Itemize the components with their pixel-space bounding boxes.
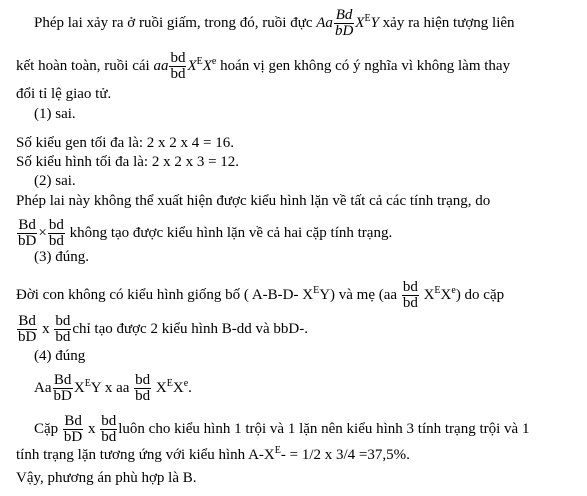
fraction-denominator: bd	[55, 329, 71, 345]
allele-superscript: E	[84, 377, 91, 389]
intro-text: kết hoàn toàn, ruồi cái	[16, 57, 150, 74]
fraction-numerator: Bd	[335, 7, 353, 23]
fraction-numerator: Bd	[64, 413, 82, 429]
male-genotype-fraction	[334, 8, 354, 39]
allele-superscript: E	[313, 284, 320, 296]
chromosome-x: X	[423, 286, 435, 303]
statement-2-text: không tạo được kiểu hình lặn về cả hai cặp tính trạng.	[69, 224, 393, 241]
statement-3-heading: (3) đúng.	[34, 249, 89, 265]
fraction-denominator: bd	[101, 429, 117, 445]
statement-3-text: chỉ tạo được 2 kiểu hình B-dd và bbD-.	[72, 320, 308, 337]
statement-1-genotypes: Số kiểu gen tối đa là: 2 x 2 x 4 = 16.	[16, 135, 235, 151]
statement-3-line-1	[16, 280, 581, 311]
statement-3-text: Y) và mẹ (aa	[319, 286, 398, 303]
times-sign: x	[88, 420, 96, 437]
genotype-prefix: aa	[153, 57, 169, 74]
statement-3-line-2	[16, 314, 581, 345]
intro-text: Phép lai xảy ra ở ruồi giấm, trong đó, ruồi đực	[34, 14, 313, 31]
statement-2-line-1: Phép lai này không thể xuất hiện được kiểu hình lặn về tất cả các tính trạng, do	[16, 193, 491, 209]
times-sign: ×	[38, 224, 47, 241]
statement-2-heading: (2) sai.	[34, 173, 76, 189]
father-genotype-fraction	[53, 373, 73, 404]
period: .	[188, 379, 192, 396]
chromosome-x: X	[202, 57, 212, 74]
fraction-denominator: bD	[63, 429, 83, 445]
cross-fraction-1	[17, 218, 37, 249]
intro-text-end: xảy ra hiện tượng liên	[382, 14, 515, 31]
cross-fraction-1	[63, 414, 83, 445]
fraction-denominator: bD	[334, 23, 354, 39]
allele-superscript: e	[451, 284, 456, 296]
statement-3-text: ) do cặp	[455, 286, 505, 303]
female-genotype-fraction	[169, 51, 186, 82]
statement-4-text: - = 1/2 x 3/4 =37,5%.	[280, 447, 410, 463]
fraction-numerator: Bd	[18, 313, 36, 329]
mother-genotype-fraction	[402, 280, 419, 311]
statement-1-heading: (1) sai.	[34, 106, 76, 122]
fraction-denominator: bD	[53, 388, 72, 404]
intro-line-1	[34, 8, 581, 39]
fraction-numerator: Bd	[18, 217, 36, 233]
genotype-prefix: Aa	[34, 379, 52, 396]
conclusion: Vậy, phương án phù hợp là B.	[16, 470, 197, 486]
fraction-numerator: bd	[55, 313, 71, 329]
fraction-numerator: bd	[101, 413, 117, 429]
intro-line-3: đổi tỉ lệ giao tử.	[16, 86, 112, 102]
allele-superscript: E	[434, 284, 441, 296]
cross-fraction-2	[54, 314, 71, 345]
statement-4-pair	[34, 414, 581, 445]
fraction-numerator: bd	[48, 217, 64, 233]
fraction-numerator: bd	[402, 279, 418, 295]
statement-4-result	[16, 446, 581, 464]
times-sign: x	[42, 320, 50, 337]
fraction-numerator: bd	[135, 372, 151, 388]
fraction-numerator: Bd	[53, 372, 72, 388]
fraction-numerator: bd	[170, 50, 186, 66]
allele-superscript: E	[166, 377, 173, 389]
allele-superscript: E	[196, 55, 203, 67]
pair-label: Cặp	[34, 420, 59, 437]
chromosome-x: X	[172, 379, 184, 396]
mother-genotype-fraction	[134, 373, 151, 404]
cross-text: Y x aa	[90, 379, 130, 396]
allele-superscript: E	[364, 12, 371, 24]
statement-4-text: tính trạng lặn tương ứng với kiểu hình A-X	[16, 447, 275, 463]
chromosome-x: X	[440, 286, 452, 303]
statement-1-phenotypes: Số kiểu hình tối đa là: 2 x 2 x 3 = 12.	[16, 154, 240, 170]
fraction-denominator: bd	[48, 233, 64, 249]
fraction-denominator: bD	[18, 329, 37, 345]
statement-4-cross	[34, 373, 581, 404]
cross-fraction-2	[48, 218, 65, 249]
allele-superscript: E	[274, 445, 281, 456]
chromosome-x: X	[155, 379, 167, 396]
chromosome-x: X	[355, 14, 365, 31]
statement-3-text: Đời con không có kiểu hình giống bố ( A-B-D- X	[16, 286, 314, 303]
fraction-denominator: bD	[18, 233, 37, 249]
genotype-prefix: Aa	[316, 14, 333, 31]
fraction-denominator: bd	[170, 66, 186, 82]
statement-2-line-2	[16, 218, 581, 249]
allele-superscript: e	[211, 55, 217, 67]
chromosome-y: Y	[370, 14, 379, 31]
intro-line-2	[16, 51, 581, 82]
chromosome-x: X	[187, 57, 197, 74]
cross-fraction-1	[17, 314, 37, 345]
cross-fraction-2	[100, 414, 117, 445]
statement-4-text: luôn cho kiểu hình 1 trội và 1 lặn nên kiểu hình 3 tính trạng trội và 1	[118, 420, 530, 437]
chromosome-x: X	[73, 379, 85, 396]
intro-text-end: hoán vị gen không có ý nghĩa vì không làm thay	[220, 57, 511, 74]
fraction-denominator: bd	[135, 388, 151, 404]
statement-4-heading: (4) đúng	[34, 348, 86, 364]
allele-superscript: e	[183, 377, 189, 389]
fraction-denominator: bd	[402, 295, 418, 311]
